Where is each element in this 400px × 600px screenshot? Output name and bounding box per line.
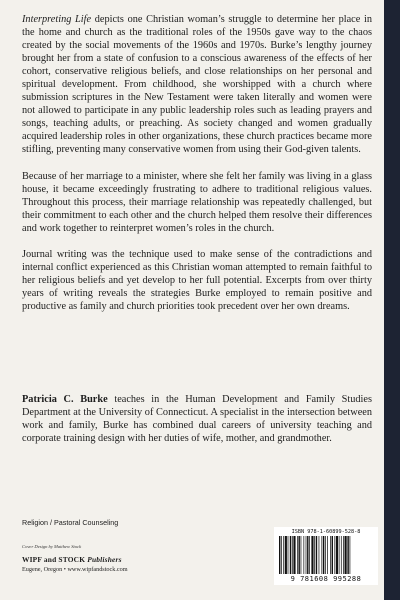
description-paragraph-3: Journal writing was the technique used to make sense of the contradictions and internal conflict experienced as this Christian woman attempted to remain faithful to her religious beliefs and yet develop to her full potential. Excerpts from over thirty years of writing reveals the strategies Burke employed to remain positive and productive as family and church priorities took precedent over her own dreams. bbox=[22, 248, 372, 312]
barcode-bar bbox=[314, 536, 315, 574]
category-label: Religion / Pastoral Counseling bbox=[22, 518, 119, 527]
cover-design-credit: Cover Design by Matthew Stock bbox=[22, 544, 82, 549]
barcode-icon bbox=[278, 536, 374, 574]
barcode-bar bbox=[288, 536, 289, 574]
description-paragraph-1 bbox=[22, 13, 372, 157]
barcode-bar bbox=[332, 536, 333, 574]
spine-edge bbox=[384, 0, 400, 600]
barcode-bar bbox=[325, 536, 326, 574]
barcode-bar bbox=[343, 536, 344, 574]
barcode-bar bbox=[292, 536, 293, 574]
publisher-location: Eugene, Oregon • www.wipfandstock.com bbox=[22, 566, 128, 573]
back-cover-description bbox=[22, 13, 372, 326]
isbn-text: ISBN 978-1-60899-528-8 bbox=[291, 529, 361, 535]
barcode-bar bbox=[283, 536, 284, 574]
barcode-bar bbox=[290, 536, 291, 574]
barcode-bar bbox=[311, 536, 313, 574]
barcode-bar bbox=[298, 536, 299, 574]
description-paragraph-1-text: depicts one Christian woman’s struggle to determine her place in the home and church as the traditional roles of the 1950s gave way to the chaos created by the social movements of the 1960s and 1970s. Burke’s lengthy journey brought her from a state of confusion to a conscious awareness of the effects of her cohort, conservative religious beliefs, and close relationships on her personal and spiritual development. From childhood, she worshipped with a church where submission scriptures in the New Testament were taken literally and women were not allowed to participate in any public leadership roles such as leading prayers and songs, teaching adults, or preaching. As society changed and women gradually acquired leadership roles in other organizations, these church practices became more stifling, preventing many conservative women from using their God-given talents. bbox=[22, 14, 372, 156]
barcode-bar bbox=[341, 536, 342, 574]
barcode-bar bbox=[306, 536, 307, 574]
barcode-bar bbox=[319, 536, 320, 574]
barcode-bar bbox=[316, 536, 317, 574]
barcode-bar bbox=[327, 536, 328, 574]
book-title: Interpreting Life bbox=[22, 14, 92, 25]
description-paragraph-2: Because of her marriage to a minister, where she felt her family was living in a glass house, it became exceedingly frustrating to adhere to traditional religious values. Throughout this process, their marriage relationship was repeatedly challenged, but their commitment to each other and the church helped them resolve their differences and work together to reinterpret women’s roles in the church. bbox=[22, 170, 372, 234]
barcode-bar bbox=[345, 536, 347, 574]
barcode-bar bbox=[330, 536, 331, 574]
author-bio bbox=[22, 393, 372, 445]
barcode-bar bbox=[339, 536, 340, 574]
barcode-bar bbox=[347, 536, 348, 574]
barcode-bar bbox=[323, 536, 324, 574]
barcode-bar bbox=[336, 536, 338, 574]
barcode-bar bbox=[279, 536, 280, 574]
barcode-bar bbox=[301, 536, 302, 574]
barcode-bar bbox=[297, 536, 298, 574]
barcode-digits: 9 781608 995288 bbox=[290, 575, 362, 583]
barcode-bar bbox=[334, 536, 335, 574]
barcode-bar bbox=[321, 536, 322, 574]
barcode-bar bbox=[303, 536, 304, 574]
barcode-bar bbox=[293, 536, 295, 574]
barcode-bar bbox=[350, 536, 351, 574]
publisher-name-prefix: WIPF and STOCK bbox=[22, 555, 88, 564]
barcode-bar bbox=[307, 536, 308, 574]
author-name: Patricia C. Burke bbox=[22, 394, 108, 405]
barcode-bar bbox=[285, 536, 287, 574]
author-bio-text: teaches in the Human Development and Family Studies Department at the University of Connecticut. A specialist in the intersection between work and family, Burke has combined dual careers of university teaching and corporate training design with her duties of wife, mother, and grandmother. bbox=[22, 394, 372, 445]
barcode-bar bbox=[309, 536, 310, 574]
publisher-name bbox=[22, 555, 122, 564]
publisher-name-suffix: Publishers bbox=[87, 555, 122, 564]
barcode-box bbox=[274, 527, 378, 585]
barcode-bar bbox=[281, 536, 282, 574]
